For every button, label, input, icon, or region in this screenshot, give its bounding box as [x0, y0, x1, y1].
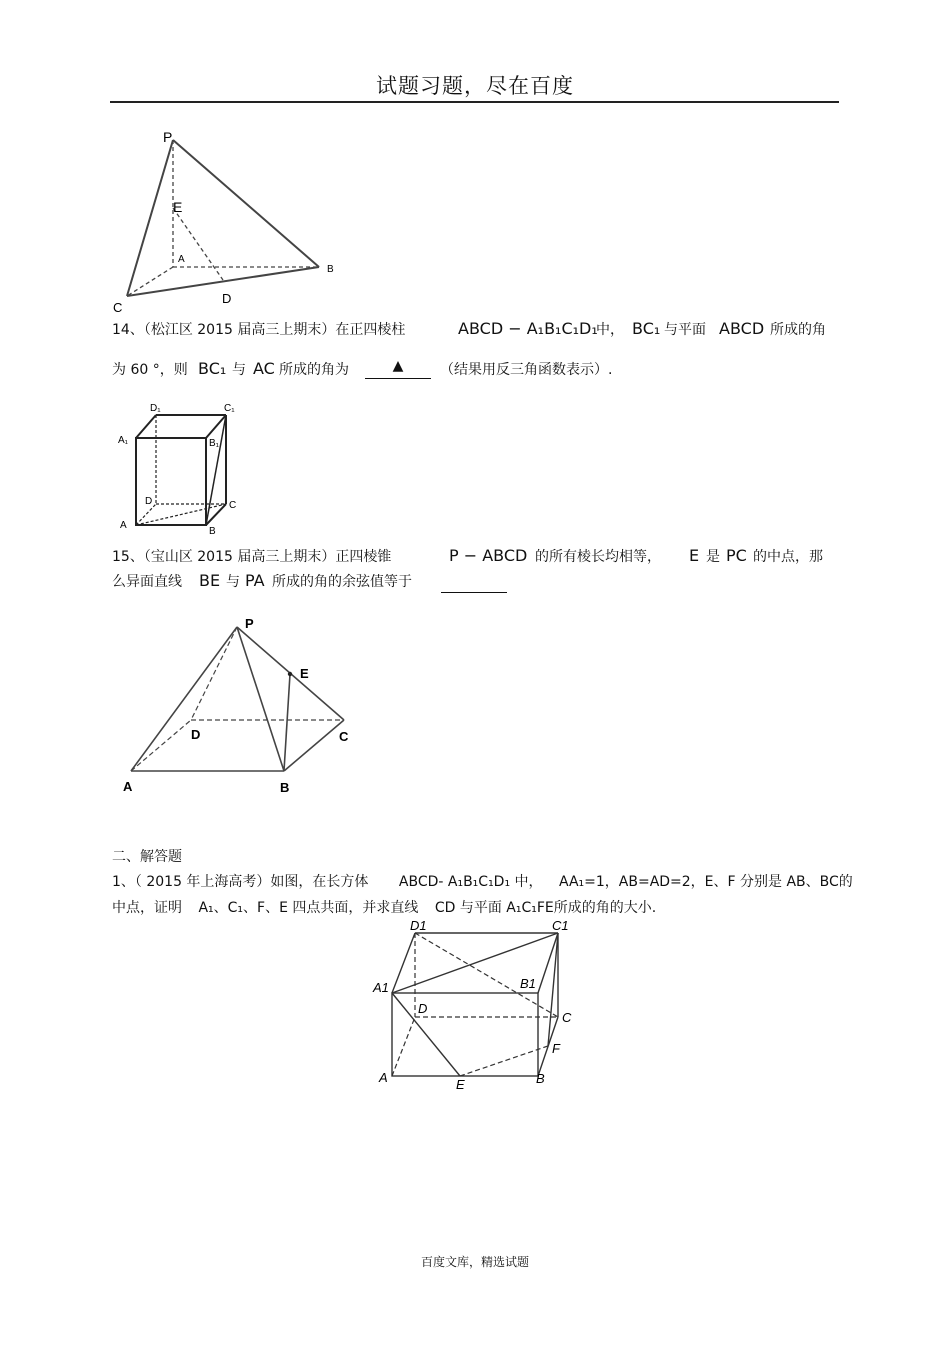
q14-line2-start: 为 60 °，则	[112, 362, 188, 378]
q15-line1	[112, 547, 391, 567]
label-B: B	[280, 780, 290, 795]
q14-answer-blank	[365, 358, 431, 379]
q15-line2-text: 所成的角的余弦值等于	[272, 574, 412, 590]
q15-be: BE	[199, 571, 221, 590]
q15-with: 与	[226, 574, 240, 590]
s2-q1-line2-b: A₁、C₁、F、E 四点共面，并求直线	[198, 900, 419, 916]
page-footer: 百度文库，精选试题	[420, 1255, 529, 1269]
label-B: B	[536, 1071, 545, 1086]
q14-line2-with: 与	[232, 362, 246, 378]
q15-is: 是	[706, 549, 720, 565]
label-A: A	[379, 1070, 388, 1085]
q15-answer-blank	[441, 573, 507, 593]
label-C1: C1	[552, 918, 569, 933]
label-C: C	[339, 729, 349, 744]
q14-answer-mark: ▲	[392, 358, 404, 374]
label-D1: D₁	[150, 403, 161, 414]
label-P: P	[245, 616, 254, 631]
label-B1: B1	[520, 976, 536, 991]
q15-line2-start: 么异面直线	[112, 574, 182, 590]
q15-number: 15、	[112, 549, 144, 565]
label-D: D	[145, 496, 153, 507]
s2-q1-line1-b: ABCD- A₁B₁C₁D₁ 中，	[398, 874, 543, 890]
s2-q1-line1-c: AA₁=1，AB=AD=2，E、F 分别是 AB、BC的	[558, 874, 853, 890]
label-C: C	[562, 1010, 572, 1025]
q15-pyramid-name: P − ABCD	[449, 546, 528, 565]
q14-bc1: BC₁	[632, 319, 661, 338]
section-heading: 二、解答题	[112, 849, 182, 865]
label-B: B	[209, 526, 216, 537]
q15-e: E	[689, 546, 700, 565]
q14-mid: 中，	[596, 322, 624, 338]
q14-line2-ac: AC	[253, 359, 275, 378]
label-D: D	[418, 1001, 428, 1016]
page-header-title: 试题习题，尽在百度	[376, 74, 574, 98]
s2-q1-line2	[112, 897, 656, 917]
label-E: E	[173, 199, 183, 215]
q15-mid: 的所有棱长均相等，	[535, 549, 661, 565]
label-A1: A1	[373, 980, 389, 995]
s2-q1-line1-a: 1、（ 2015 年上海高考）如图，在长方体	[112, 874, 369, 890]
s2-q1-line1	[112, 871, 853, 891]
q15-pa: PA	[245, 571, 265, 590]
figure-pyramid	[115, 612, 365, 802]
label-E: E	[300, 666, 309, 681]
label-D: D	[191, 727, 201, 742]
s2-q1-line2-a: 中点，证明	[112, 900, 182, 916]
q14-plane: 与平面	[664, 322, 706, 338]
label-C: C	[229, 500, 237, 511]
label-A: A	[123, 779, 133, 794]
q14-number: 14、	[112, 322, 144, 338]
label-B1: B₁	[209, 438, 220, 449]
figure-tetrahedron	[105, 128, 345, 318]
label-A1: A₁	[118, 435, 129, 446]
label-D1: D1	[410, 918, 427, 933]
label-P: P	[163, 129, 173, 145]
q14-line2-text: 所成的角为	[279, 362, 349, 378]
label-E: E	[456, 1077, 465, 1092]
q14-abcd: ABCD	[719, 319, 765, 338]
q14-prism-name: ABCD − A₁B₁C₁D₁	[458, 319, 598, 338]
figure-prism	[112, 400, 252, 540]
q15-pc: PC	[726, 546, 747, 565]
label-B: B	[327, 264, 334, 275]
label-F: F	[552, 1041, 560, 1056]
q15-source: （宝山区 2015 届高三上期末）正四棱锥	[143, 549, 392, 565]
q14-line1	[112, 320, 405, 340]
figure-cuboid	[370, 915, 580, 1095]
label-C: C	[113, 300, 123, 315]
q14-note: （结果用反三角函数表示）.	[440, 362, 613, 378]
q14-source: （松江区 2015 届高三上期末）在正四棱柱	[143, 322, 406, 338]
q15-line1-end: 的中点，那	[753, 549, 823, 565]
header-divider	[110, 101, 839, 103]
label-A: A	[178, 254, 185, 265]
label-C1: C₁	[224, 403, 235, 414]
label-D: D	[222, 291, 232, 306]
label-A: A	[120, 520, 127, 531]
s2-q1-line2-c: CD 与平面 A₁C₁FE所成的角的大小.	[434, 900, 657, 916]
q14-line2-bc1: BC₁	[198, 359, 227, 378]
q14-line1-end: 所成的角	[770, 322, 826, 338]
